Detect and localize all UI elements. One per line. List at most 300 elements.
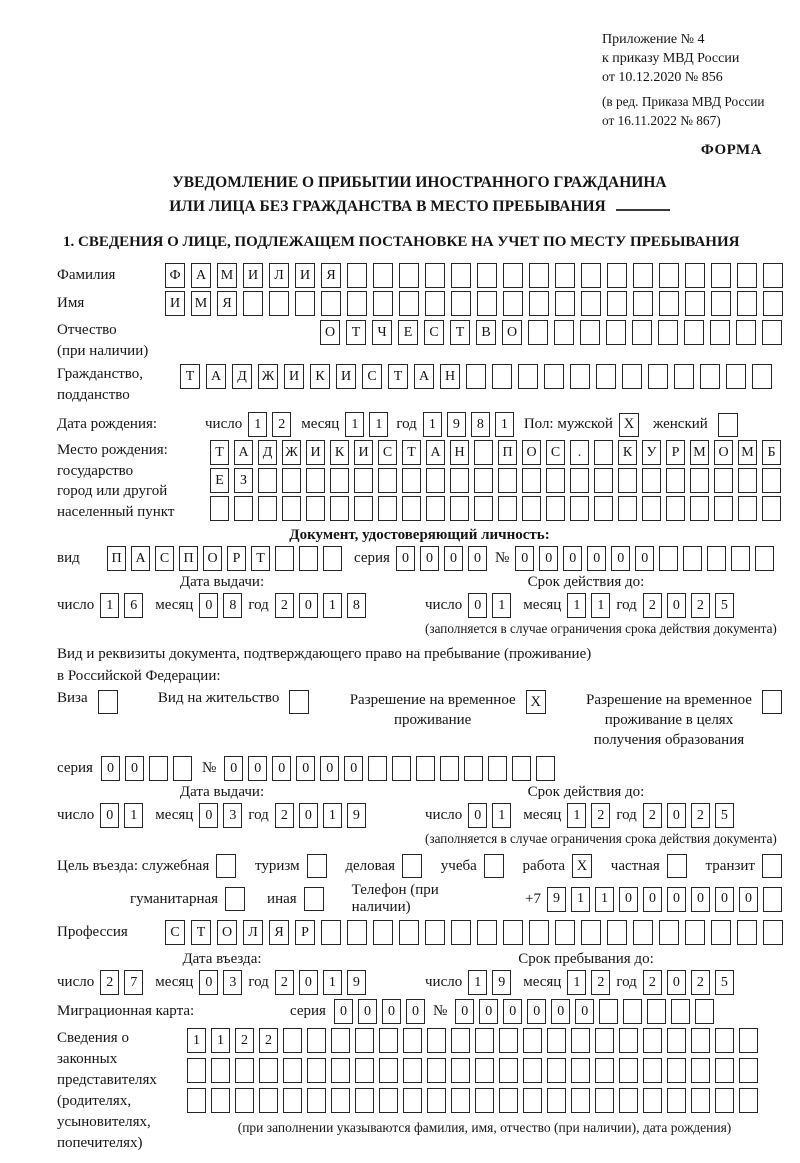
char-box[interactable]: 0 <box>125 756 144 781</box>
char-box[interactable] <box>259 1088 278 1113</box>
char-box[interactable] <box>555 291 575 316</box>
char-box[interactable] <box>529 291 549 316</box>
char-box[interactable]: 0 <box>468 593 487 618</box>
char-box[interactable] <box>426 468 445 493</box>
char-box[interactable]: К <box>618 440 637 465</box>
char-box[interactable]: 0 <box>643 887 662 912</box>
char-box[interactable]: 0 <box>539 546 558 571</box>
char-box[interactable] <box>648 364 668 389</box>
char-box[interactable] <box>299 546 318 571</box>
char-box[interactable]: 5 <box>715 970 734 995</box>
purpose-work-checkbox[interactable]: X <box>572 854 592 878</box>
char-box[interactable] <box>594 496 613 521</box>
char-box[interactable] <box>373 920 393 945</box>
char-box[interactable]: 0 <box>296 756 315 781</box>
char-box[interactable]: 1 <box>591 593 610 618</box>
char-box[interactable] <box>283 1028 302 1053</box>
char-box[interactable] <box>763 263 783 288</box>
char-box[interactable] <box>323 546 342 571</box>
char-box[interactable] <box>763 920 783 945</box>
char-box[interactable] <box>529 263 549 288</box>
char-box[interactable] <box>523 1088 542 1113</box>
char-box[interactable]: 2 <box>691 970 710 995</box>
char-box[interactable]: 0 <box>299 803 318 828</box>
char-box[interactable]: Т <box>251 546 270 571</box>
char-box[interactable] <box>307 1088 326 1113</box>
char-box[interactable] <box>259 1058 278 1083</box>
char-box[interactable]: П <box>498 440 517 465</box>
char-box[interactable]: С <box>155 546 174 571</box>
char-box[interactable]: П <box>179 546 198 571</box>
char-box[interactable] <box>570 496 589 521</box>
char-box[interactable] <box>275 546 294 571</box>
char-box[interactable] <box>581 263 601 288</box>
char-box[interactable]: 0 <box>611 546 630 571</box>
char-box[interactable] <box>595 1058 614 1083</box>
char-box[interactable] <box>594 440 613 465</box>
char-box[interactable] <box>403 1028 422 1053</box>
char-box[interactable]: К <box>330 440 349 465</box>
char-box[interactable] <box>594 468 613 493</box>
char-box[interactable] <box>738 496 757 521</box>
char-box[interactable] <box>633 263 653 288</box>
char-box[interactable] <box>737 291 757 316</box>
char-box[interactable]: Б <box>762 440 781 465</box>
char-box[interactable] <box>503 291 523 316</box>
char-box[interactable]: 9 <box>447 412 466 437</box>
char-box[interactable]: 7 <box>124 970 143 995</box>
char-box[interactable]: 2 <box>272 412 291 437</box>
char-box[interactable] <box>659 546 678 571</box>
char-box[interactable] <box>354 496 373 521</box>
char-box[interactable] <box>450 468 469 493</box>
char-box[interactable] <box>755 546 774 571</box>
char-box[interactable]: Р <box>666 440 685 465</box>
char-box[interactable] <box>307 1028 326 1053</box>
char-box[interactable] <box>512 756 531 781</box>
char-box[interactable] <box>683 546 702 571</box>
char-box[interactable] <box>451 1058 470 1083</box>
char-box[interactable]: Т <box>191 920 211 945</box>
char-box[interactable]: 0 <box>575 999 594 1024</box>
char-box[interactable]: 0 <box>563 546 582 571</box>
char-box[interactable] <box>403 1088 422 1113</box>
char-box[interactable] <box>666 496 685 521</box>
char-box[interactable] <box>667 1058 686 1083</box>
char-box[interactable] <box>711 920 731 945</box>
purpose-study-checkbox[interactable] <box>484 854 504 878</box>
char-box[interactable] <box>607 291 627 316</box>
char-box[interactable]: 0 <box>503 999 522 1024</box>
char-box[interactable] <box>283 1058 302 1083</box>
char-box[interactable] <box>762 496 781 521</box>
char-box[interactable]: В <box>476 320 496 345</box>
char-box[interactable]: 0 <box>715 887 734 912</box>
char-box[interactable] <box>715 1088 734 1113</box>
char-box[interactable] <box>544 364 564 389</box>
char-box[interactable] <box>707 546 726 571</box>
char-box[interactable]: 5 <box>715 593 734 618</box>
char-box[interactable] <box>599 999 618 1024</box>
char-box[interactable] <box>187 1058 206 1083</box>
char-box[interactable]: Я <box>321 263 341 288</box>
char-box[interactable]: 0 <box>100 803 119 828</box>
char-box[interactable] <box>466 364 486 389</box>
char-box[interactable]: 1 <box>248 412 267 437</box>
char-box[interactable] <box>690 496 709 521</box>
char-box[interactable] <box>295 291 315 316</box>
purpose-business-checkbox[interactable] <box>402 854 422 878</box>
char-box[interactable]: 2 <box>591 803 610 828</box>
char-box[interactable] <box>739 1088 758 1113</box>
char-box[interactable] <box>499 1058 518 1083</box>
char-box[interactable]: 8 <box>471 412 490 437</box>
char-box[interactable]: 2 <box>691 593 710 618</box>
char-box[interactable] <box>368 756 387 781</box>
char-box[interactable] <box>752 364 772 389</box>
char-box[interactable]: Т <box>388 364 408 389</box>
char-box[interactable] <box>210 496 229 521</box>
char-box[interactable] <box>499 1088 518 1113</box>
char-box[interactable] <box>378 468 397 493</box>
char-box[interactable] <box>606 320 626 345</box>
char-box[interactable]: 3 <box>223 803 242 828</box>
residence-permit-checkbox[interactable] <box>289 690 309 714</box>
char-box[interactable] <box>399 291 419 316</box>
char-box[interactable]: А <box>191 263 211 288</box>
char-box[interactable] <box>738 468 757 493</box>
char-box[interactable]: 0 <box>527 999 546 1024</box>
char-box[interactable] <box>498 496 517 521</box>
purpose-humanitarian-checkbox[interactable] <box>225 887 245 911</box>
char-box[interactable]: 1 <box>423 412 442 437</box>
char-box[interactable] <box>685 263 705 288</box>
char-box[interactable]: 0 <box>224 756 243 781</box>
char-box[interactable]: 1 <box>124 803 143 828</box>
char-box[interactable] <box>416 756 435 781</box>
char-box[interactable] <box>523 1058 542 1083</box>
char-box[interactable] <box>379 1088 398 1113</box>
char-box[interactable]: И <box>306 440 325 465</box>
char-box[interactable]: И <box>284 364 304 389</box>
char-box[interactable] <box>331 1028 350 1053</box>
char-box[interactable] <box>379 1058 398 1083</box>
char-box[interactable] <box>464 756 483 781</box>
char-box[interactable] <box>330 468 349 493</box>
char-box[interactable]: 0 <box>691 887 710 912</box>
char-box[interactable]: С <box>165 920 185 945</box>
char-box[interactable] <box>595 1028 614 1053</box>
purpose-tourism-checkbox[interactable] <box>307 854 327 878</box>
char-box[interactable] <box>667 1028 686 1053</box>
char-box[interactable]: Я <box>269 920 289 945</box>
char-box[interactable]: 1 <box>468 970 487 995</box>
char-box[interactable] <box>269 291 289 316</box>
char-box[interactable] <box>522 468 541 493</box>
char-box[interactable] <box>211 1058 230 1083</box>
char-box[interactable]: 2 <box>643 970 662 995</box>
char-box[interactable] <box>503 920 523 945</box>
char-box[interactable]: М <box>217 263 237 288</box>
char-box[interactable]: С <box>362 364 382 389</box>
char-box[interactable]: 0 <box>635 546 654 571</box>
char-box[interactable] <box>555 920 575 945</box>
char-box[interactable] <box>643 1088 662 1113</box>
char-box[interactable]: 0 <box>444 546 463 571</box>
char-box[interactable] <box>666 468 685 493</box>
char-box[interactable]: О <box>320 320 340 345</box>
char-box[interactable] <box>762 468 781 493</box>
char-box[interactable] <box>306 496 325 521</box>
char-box[interactable] <box>715 1058 734 1083</box>
char-box[interactable] <box>581 920 601 945</box>
char-box[interactable] <box>763 291 783 316</box>
char-box[interactable] <box>347 291 367 316</box>
char-box[interactable]: М <box>690 440 709 465</box>
char-box[interactable]: 9 <box>347 970 366 995</box>
char-box[interactable] <box>451 291 471 316</box>
char-box[interactable] <box>425 920 445 945</box>
char-box[interactable] <box>695 999 714 1024</box>
char-box[interactable] <box>619 1028 638 1053</box>
char-box[interactable] <box>331 1088 350 1113</box>
char-box[interactable] <box>632 320 652 345</box>
char-box[interactable] <box>737 920 757 945</box>
char-box[interactable]: А <box>426 440 445 465</box>
char-box[interactable] <box>571 1058 590 1083</box>
char-box[interactable]: 0 <box>551 999 570 1024</box>
char-box[interactable] <box>691 1058 710 1083</box>
char-box[interactable]: 0 <box>667 803 686 828</box>
char-box[interactable]: 1 <box>323 803 342 828</box>
char-box[interactable] <box>474 468 493 493</box>
char-box[interactable]: 0 <box>479 999 498 1024</box>
char-box[interactable] <box>711 291 731 316</box>
char-box[interactable] <box>427 1028 446 1053</box>
char-box[interactable] <box>710 320 730 345</box>
char-box[interactable] <box>642 496 661 521</box>
char-box[interactable] <box>623 999 642 1024</box>
char-box[interactable]: А <box>131 546 150 571</box>
char-box[interactable] <box>402 496 421 521</box>
char-box[interactable] <box>536 756 555 781</box>
char-box[interactable] <box>477 920 497 945</box>
char-box[interactable] <box>283 1088 302 1113</box>
char-box[interactable] <box>570 364 590 389</box>
char-box[interactable] <box>477 263 497 288</box>
purpose-official-checkbox[interactable] <box>216 854 236 878</box>
char-box[interactable] <box>528 320 548 345</box>
char-box[interactable]: 1 <box>567 593 586 618</box>
char-box[interactable]: 0 <box>382 999 401 1024</box>
char-box[interactable]: 8 <box>223 593 242 618</box>
char-box[interactable]: 0 <box>739 887 758 912</box>
char-box[interactable] <box>642 468 661 493</box>
char-box[interactable]: 0 <box>667 887 686 912</box>
char-box[interactable]: 2 <box>275 593 294 618</box>
char-box[interactable] <box>403 1058 422 1083</box>
char-box[interactable]: 0 <box>396 546 415 571</box>
char-box[interactable] <box>234 496 253 521</box>
char-box[interactable]: 1 <box>345 412 364 437</box>
char-box[interactable]: 0 <box>358 999 377 1024</box>
char-box[interactable] <box>762 320 782 345</box>
char-box[interactable]: Т <box>210 440 229 465</box>
char-box[interactable] <box>714 496 733 521</box>
char-box[interactable] <box>546 496 565 521</box>
char-box[interactable] <box>427 1058 446 1083</box>
char-box[interactable] <box>258 496 277 521</box>
char-box[interactable] <box>659 291 679 316</box>
char-box[interactable]: С <box>378 440 397 465</box>
char-box[interactable]: А <box>234 440 253 465</box>
char-box[interactable]: О <box>203 546 222 571</box>
char-box[interactable] <box>440 756 459 781</box>
char-box[interactable]: 1 <box>571 887 590 912</box>
char-box[interactable]: 0 <box>619 887 638 912</box>
char-box[interactable] <box>737 263 757 288</box>
char-box[interactable]: 1 <box>369 412 388 437</box>
char-box[interactable]: 0 <box>299 593 318 618</box>
char-box[interactable]: 2 <box>643 593 662 618</box>
char-box[interactable]: С <box>424 320 444 345</box>
char-box[interactable] <box>306 468 325 493</box>
char-box[interactable]: 6 <box>124 593 143 618</box>
char-box[interactable] <box>691 1028 710 1053</box>
char-box[interactable]: . <box>570 440 589 465</box>
char-box[interactable] <box>451 1088 470 1113</box>
char-box[interactable] <box>571 1028 590 1053</box>
sex-male-checkbox[interactable]: X <box>619 413 639 437</box>
char-box[interactable] <box>763 887 782 912</box>
char-box[interactable] <box>187 1088 206 1113</box>
char-box[interactable]: 0 <box>344 756 363 781</box>
char-box[interactable] <box>571 1088 590 1113</box>
char-box[interactable] <box>331 1058 350 1083</box>
char-box[interactable] <box>607 920 627 945</box>
char-box[interactable]: 0 <box>515 546 534 571</box>
char-box[interactable] <box>618 468 637 493</box>
char-box[interactable] <box>647 999 666 1024</box>
sex-female-checkbox[interactable] <box>718 413 738 437</box>
char-box[interactable] <box>258 468 277 493</box>
char-box[interactable] <box>659 920 679 945</box>
char-box[interactable]: Т <box>402 440 421 465</box>
char-box[interactable]: 3 <box>223 970 242 995</box>
char-box[interactable]: 0 <box>468 803 487 828</box>
char-box[interactable] <box>700 364 720 389</box>
char-box[interactable]: 2 <box>275 803 294 828</box>
char-box[interactable]: М <box>191 291 211 316</box>
char-box[interactable] <box>547 1088 566 1113</box>
char-box[interactable]: Д <box>232 364 252 389</box>
char-box[interactable] <box>739 1028 758 1053</box>
char-box[interactable] <box>684 320 704 345</box>
char-box[interactable]: 9 <box>347 803 366 828</box>
char-box[interactable] <box>633 291 653 316</box>
char-box[interactable] <box>451 920 471 945</box>
char-box[interactable] <box>731 546 750 571</box>
char-box[interactable]: 1 <box>100 593 119 618</box>
char-box[interactable] <box>451 263 471 288</box>
char-box[interactable] <box>475 1028 494 1053</box>
char-box[interactable]: 2 <box>100 970 119 995</box>
char-box[interactable]: 1 <box>187 1028 206 1053</box>
char-box[interactable]: 8 <box>347 593 366 618</box>
temp-residence-education-checkbox[interactable] <box>762 690 782 714</box>
char-box[interactable]: О <box>714 440 733 465</box>
char-box[interactable]: 2 <box>259 1028 278 1053</box>
purpose-other-checkbox[interactable] <box>304 887 324 911</box>
char-box[interactable]: 1 <box>567 970 586 995</box>
char-box[interactable] <box>402 468 421 493</box>
char-box[interactable] <box>425 291 445 316</box>
char-box[interactable]: 0 <box>199 593 218 618</box>
char-box[interactable] <box>659 263 679 288</box>
char-box[interactable] <box>488 756 507 781</box>
char-box[interactable] <box>282 468 301 493</box>
char-box[interactable]: 0 <box>406 999 425 1024</box>
char-box[interactable] <box>503 263 523 288</box>
char-box[interactable] <box>685 291 705 316</box>
char-box[interactable]: А <box>414 364 434 389</box>
char-box[interactable]: И <box>336 364 356 389</box>
char-box[interactable]: П <box>107 546 126 571</box>
char-box[interactable] <box>211 1088 230 1113</box>
char-box[interactable]: А <box>206 364 226 389</box>
char-box[interactable]: 9 <box>547 887 566 912</box>
char-box[interactable]: 0 <box>667 593 686 618</box>
char-box[interactable] <box>570 468 589 493</box>
char-box[interactable]: 0 <box>272 756 291 781</box>
char-box[interactable] <box>235 1088 254 1113</box>
char-box[interactable]: 0 <box>587 546 606 571</box>
char-box[interactable]: Л <box>269 263 289 288</box>
char-box[interactable] <box>547 1058 566 1083</box>
char-box[interactable] <box>451 1028 470 1053</box>
char-box[interactable]: 2 <box>275 970 294 995</box>
char-box[interactable]: 0 <box>455 999 474 1024</box>
char-box[interactable] <box>547 1028 566 1053</box>
char-box[interactable]: 1 <box>323 593 342 618</box>
char-box[interactable]: Т <box>450 320 470 345</box>
char-box[interactable] <box>618 496 637 521</box>
char-box[interactable]: 0 <box>248 756 267 781</box>
char-box[interactable] <box>529 920 549 945</box>
char-box[interactable] <box>282 496 301 521</box>
char-box[interactable]: Д <box>258 440 277 465</box>
char-box[interactable] <box>667 1088 686 1113</box>
char-box[interactable]: Н <box>450 440 469 465</box>
char-box[interactable]: 0 <box>199 803 218 828</box>
char-box[interactable]: Ж <box>258 364 278 389</box>
char-box[interactable] <box>243 291 263 316</box>
char-box[interactable] <box>173 756 192 781</box>
char-box[interactable]: И <box>354 440 373 465</box>
char-box[interactable] <box>685 920 705 945</box>
char-box[interactable] <box>149 756 168 781</box>
char-box[interactable] <box>739 1058 758 1083</box>
char-box[interactable] <box>726 364 746 389</box>
char-box[interactable]: С <box>546 440 565 465</box>
char-box[interactable]: Н <box>440 364 460 389</box>
char-box[interactable] <box>715 1028 734 1053</box>
char-box[interactable] <box>691 1088 710 1113</box>
char-box[interactable] <box>633 920 653 945</box>
char-box[interactable] <box>690 468 709 493</box>
char-box[interactable]: Ф <box>165 263 185 288</box>
char-box[interactable] <box>658 320 678 345</box>
